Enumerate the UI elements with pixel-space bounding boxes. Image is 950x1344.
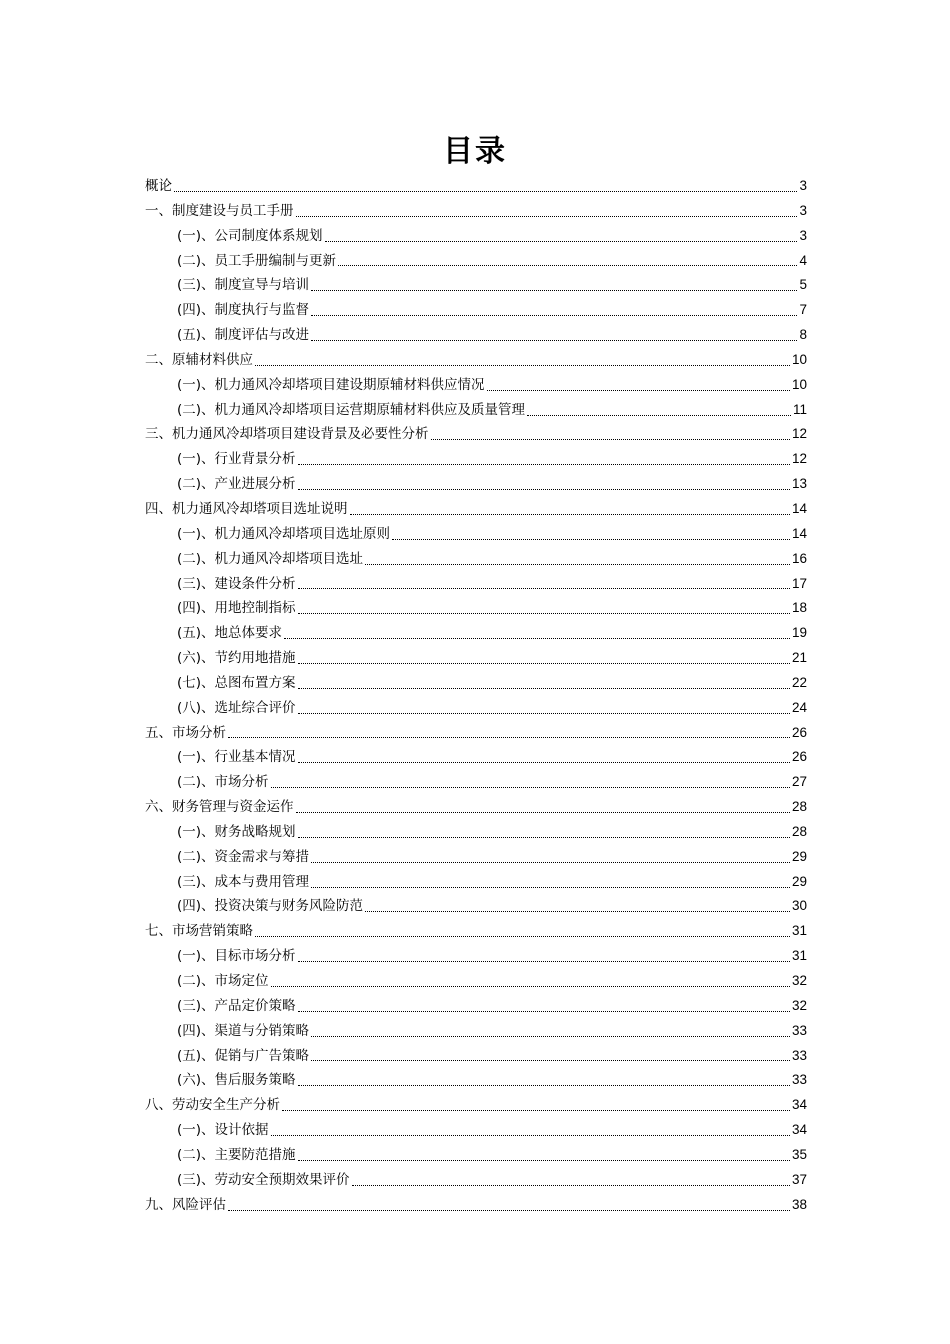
toc-page-number: 37: [791, 1171, 807, 1187]
toc-dot-leader: [325, 241, 798, 242]
toc-dot-leader: [298, 713, 790, 714]
toc-page-number: 31: [791, 923, 807, 939]
toc-entry-text: (一)、设计依据: [177, 1122, 269, 1139]
toc-dot-leader: [338, 265, 797, 266]
toc-dot-leader: [431, 439, 790, 440]
toc-list: [145, 174, 807, 1217]
toc-entry-text: 四、机力通风冷却塔项目选址说明: [145, 500, 348, 517]
toc-entry[interactable]: [145, 398, 807, 423]
toc-entry-text: (三)、建设条件分析: [177, 575, 296, 592]
toc-dot-leader: [350, 514, 790, 515]
toc-page-number: 28: [791, 799, 807, 815]
toc-dot-leader: [228, 737, 790, 738]
toc-entry-text: (六)、节约用地措施: [177, 650, 296, 667]
toc-entry-text: (一)、公司制度体系规划: [177, 227, 323, 244]
toc-dot-leader: [527, 415, 791, 416]
toc-entry[interactable]: [145, 224, 807, 249]
toc-entry[interactable]: [145, 1118, 807, 1143]
toc-entry-text: (五)、制度评估与改进: [177, 327, 310, 344]
toc-dot-leader: [298, 1085, 790, 1086]
toc-entry-text: (六)、售后服务策略: [177, 1072, 296, 1089]
toc-entry[interactable]: [145, 348, 807, 373]
toc-page-number: 22: [791, 674, 807, 690]
toc-entry[interactable]: [145, 373, 807, 398]
toc-entry-text: (一)、行业背景分析: [177, 451, 296, 468]
toc-entry[interactable]: [145, 845, 807, 870]
toc-entry[interactable]: [145, 1168, 807, 1193]
toc-page-number: 8: [799, 327, 807, 343]
toc-entry[interactable]: [145, 621, 807, 646]
toc-dot-leader: [228, 1210, 790, 1211]
toc-page-number: 12: [791, 426, 807, 442]
toc-entry-text: 二、原辅材料供应: [145, 351, 253, 368]
toc-entry-text: (一)、目标市场分析: [177, 948, 296, 965]
toc-entry[interactable]: [145, 497, 807, 522]
toc-page-number: 38: [791, 1196, 807, 1212]
toc-entry[interactable]: [145, 919, 807, 944]
toc-dot-leader: [311, 887, 790, 888]
toc-dot-leader: [298, 961, 790, 962]
toc-page-number: 5: [799, 277, 807, 293]
toc-entry[interactable]: [145, 472, 807, 497]
toc-entry[interactable]: [145, 1143, 807, 1168]
toc-entry[interactable]: [145, 522, 807, 547]
toc-entry-text: (二)、机力通风冷却塔项目选址: [177, 550, 364, 567]
toc-entry[interactable]: [145, 1193, 807, 1218]
toc-page-number: 7: [799, 302, 807, 318]
toc-entry-text: 三、机力通风冷却塔项目建设背景及必要性分析: [145, 426, 429, 443]
toc-dot-leader: [298, 588, 790, 589]
toc-entry[interactable]: [145, 572, 807, 597]
toc-entry[interactable]: [145, 820, 807, 845]
toc-entry-text: 概论: [145, 178, 172, 194]
toc-entry[interactable]: [145, 249, 807, 274]
toc-entry[interactable]: [145, 671, 807, 696]
toc-entry[interactable]: [145, 298, 807, 323]
toc-entry[interactable]: [145, 273, 807, 298]
toc-entry-text: (一)、机力通风冷却塔项目选址原则: [177, 525, 391, 542]
toc-page-number: 14: [791, 500, 807, 516]
toc-entry[interactable]: [145, 646, 807, 671]
toc-dot-leader: [298, 762, 790, 763]
toc-page-number: 33: [791, 1022, 807, 1038]
toc-page-number: 19: [791, 625, 807, 641]
toc-entry[interactable]: [145, 1019, 807, 1044]
toc-dot-leader: [296, 812, 790, 813]
toc-entry[interactable]: [145, 994, 807, 1019]
toc-entry-text: 一、制度建设与员工手册: [145, 202, 294, 219]
toc-entry[interactable]: [145, 422, 807, 447]
toc-dot-leader: [298, 688, 790, 689]
toc-dot-leader: [271, 1135, 790, 1136]
toc-dot-leader: [284, 638, 790, 639]
toc-dot-leader: [271, 787, 790, 788]
toc-page-number: 29: [791, 873, 807, 889]
toc-page-number: 10: [791, 376, 807, 392]
toc-entry-text: (二)、主要防范措施: [177, 1146, 296, 1163]
toc-page-number: 17: [791, 575, 807, 591]
toc-entry[interactable]: [145, 696, 807, 721]
toc-dot-leader: [298, 489, 790, 490]
toc-dot-leader: [174, 191, 797, 192]
toc-page-number: 18: [791, 600, 807, 616]
toc-entry-text: (二)、产业进展分析: [177, 476, 296, 493]
toc-entry[interactable]: [145, 894, 807, 919]
toc-entry-text: (五)、促销与广告策略: [177, 1047, 310, 1064]
toc-dot-leader: [311, 862, 790, 863]
toc-entry-text: (一)、机力通风冷却塔项目建设期原辅材料供应情况: [177, 376, 485, 393]
toc-title: 目录: [443, 134, 507, 169]
toc-dot-leader: [311, 1060, 790, 1061]
toc-dot-leader: [298, 613, 790, 614]
toc-entry[interactable]: [145, 447, 807, 472]
toc-page-number: 32: [791, 973, 807, 988]
toc-page-number: 3: [799, 202, 807, 218]
toc-page-number: 33: [791, 1047, 807, 1063]
toc-entry-text: (三)、成本与费用管理: [177, 873, 310, 890]
toc-page-number: 24: [791, 699, 807, 715]
toc-entry-text: 七、市场营销策略: [145, 923, 253, 940]
toc-entry[interactable]: [145, 323, 807, 348]
toc-entry-text: (二)、机力通风冷却塔项目运营期原辅材料供应及质量管理: [177, 401, 526, 418]
toc-dot-leader: [392, 539, 790, 540]
toc-entry-text: (四)、投资决策与财务风险防范: [177, 898, 364, 915]
toc-entry-text: 五、市场分析: [145, 724, 226, 741]
toc-page-number: 26: [791, 749, 807, 765]
toc-page-number: 30: [791, 898, 807, 914]
toc-dot-leader: [365, 564, 790, 565]
toc-page-number: 10: [791, 351, 807, 367]
toc-dot-leader: [298, 663, 790, 664]
toc-page-number: 13: [791, 476, 807, 492]
toc-entry[interactable]: [145, 1068, 807, 1093]
toc-page-number: 4: [799, 252, 807, 268]
toc-dot-leader: [255, 936, 790, 937]
toc-dot-leader: [298, 1160, 790, 1161]
toc-entry[interactable]: [145, 596, 807, 621]
toc-page-number: 11: [792, 401, 807, 417]
toc-entry-text: (二)、市场定位: [177, 973, 269, 989]
toc-page-number: 26: [791, 724, 807, 740]
toc-entry-text: (七)、总图布置方案: [177, 674, 296, 691]
toc-page-number: 16: [791, 550, 807, 566]
toc-page-number: 34: [791, 1122, 807, 1138]
toc-entry-text: (三)、产品定价策略: [177, 997, 296, 1014]
toc-entry[interactable]: [145, 969, 807, 994]
toc-dot-leader: [298, 1011, 790, 1012]
toc-entry-text: (二)、员工手册编制与更新: [177, 252, 337, 269]
toc-dot-leader: [298, 837, 790, 838]
toc-entry[interactable]: [145, 795, 807, 820]
toc-dot-leader: [282, 1110, 790, 1111]
toc-dot-leader: [271, 986, 790, 987]
toc-entry-text: (四)、渠道与分销策略: [177, 1022, 310, 1039]
toc-page-number: 3: [799, 178, 807, 193]
toc-dot-leader: [311, 315, 797, 316]
toc-entry-text: (二)、市场分析: [177, 774, 269, 791]
toc-entry-text: (一)、财务战略规划: [177, 823, 296, 840]
toc-entry[interactable]: [145, 199, 807, 224]
toc-entry[interactable]: [145, 944, 807, 969]
toc-dot-leader: [255, 365, 790, 366]
toc-dot-leader: [311, 340, 797, 341]
toc-entry[interactable]: [145, 547, 807, 572]
toc-page-number: 33: [791, 1072, 807, 1088]
toc-page-number: 14: [791, 525, 807, 541]
toc-entry-text: (二)、资金需求与筹措: [177, 848, 310, 865]
toc-dot-leader: [487, 390, 790, 391]
toc-entry-text: 六、财务管理与资金运作: [145, 799, 294, 816]
toc-page-number: 3: [799, 227, 807, 243]
toc-page-number: 27: [791, 774, 807, 790]
toc-page-number: 32: [791, 997, 807, 1013]
toc-page-number: 12: [791, 451, 807, 467]
toc-entry-text: (四)、制度执行与监督: [177, 302, 310, 319]
toc-page-number: 31: [791, 948, 807, 964]
toc-entry-text: (三)、制度宣导与培训: [177, 277, 310, 294]
toc-page-number: 34: [791, 1097, 807, 1113]
toc-entry[interactable]: [145, 745, 807, 770]
toc-dot-leader: [352, 1185, 790, 1186]
toc-entry-text: (四)、用地控制指标: [177, 600, 296, 617]
toc-dot-leader: [311, 290, 797, 291]
toc-page-number: 21: [791, 650, 807, 666]
toc-entry-text: (一)、行业基本情况: [177, 749, 296, 766]
toc-entry[interactable]: [145, 870, 807, 895]
toc-entry-text: (五)、地总体要求: [177, 625, 283, 642]
toc-page-number: 29: [791, 848, 807, 864]
toc-entry-text: 九、风险评估: [145, 1196, 226, 1213]
toc-entry[interactable]: [145, 1044, 807, 1069]
toc-dot-leader: [365, 911, 790, 912]
toc-entry-text: (三)、劳动安全预期效果评价: [177, 1171, 350, 1188]
toc-dot-leader: [298, 464, 790, 465]
toc-dot-leader: [296, 216, 798, 217]
toc-entry[interactable]: [145, 174, 807, 199]
toc-page-number: 28: [791, 823, 807, 839]
toc-dot-leader: [311, 1036, 790, 1037]
toc-entry[interactable]: [145, 770, 807, 795]
toc-entry[interactable]: [145, 1093, 807, 1118]
toc-entry-text: (八)、选址综合评价: [177, 699, 296, 716]
toc-entry[interactable]: [145, 721, 807, 746]
toc-entry-text: 八、劳动安全生产分析: [145, 1097, 280, 1114]
toc-page-number: 35: [791, 1146, 807, 1162]
